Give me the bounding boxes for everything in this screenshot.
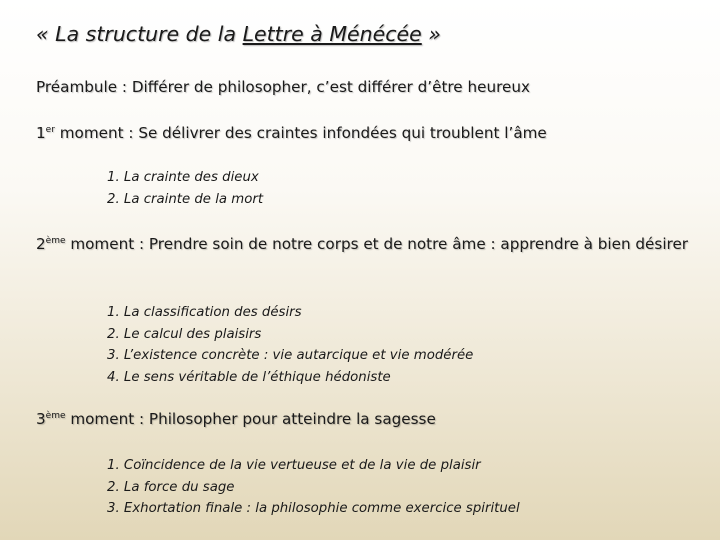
moment-3-number: 3 — [36, 410, 46, 428]
moment-3-ordinal: ème — [45, 411, 66, 421]
moment-2-ordinal: ème — [45, 236, 66, 246]
list-item: 1. La crainte des dieux — [107, 170, 259, 185]
list-item: 2. La force du sage — [107, 479, 235, 495]
list-item: 1. La classification des désirs — [107, 305, 302, 320]
moment-2-list — [107, 302, 473, 388]
preamble-heading: Préambule : Différer de philosopher, c’est différer d’être heureux — [36, 78, 530, 96]
list-item: 3. Exhortation finale : la philosophie comme exercice spirituel — [107, 501, 520, 516]
moment-1-ordinal: er — [45, 125, 55, 135]
moment-1-number: 1 — [36, 124, 46, 142]
list-item: 2. La crainte de la mort — [107, 191, 264, 207]
moment-3-list — [107, 455, 520, 520]
moment-1-text: moment : Se délivrer des craintes infondées qui troublent l’âme — [54, 124, 547, 142]
moment-3-heading — [36, 410, 436, 428]
slide-title — [36, 22, 441, 46]
list-item: 1. Coïncidence de la vie vertueuse et de la vie de plaisir — [107, 458, 481, 473]
list-item: 3. L’existence concrète : vie autarcique et vie modérée — [107, 348, 474, 363]
moment-2-number: 2 — [36, 235, 46, 253]
moment-2-heading — [36, 233, 696, 256]
list-item: 4. Le sens véritable de l’éthique hédoniste — [107, 369, 391, 385]
moment-2-text: moment : Prendre soin de notre corps et de notre âme : apprendre à bien désirer — [65, 235, 689, 253]
moment-1-heading — [36, 124, 547, 142]
list-item: 2. Le calcul des plaisirs — [107, 326, 262, 342]
moment-3-text: moment : Philosopher pour atteindre la sagesse — [65, 410, 436, 428]
moment-1-list — [107, 167, 263, 210]
title-open: « La structure de la — [36, 22, 243, 46]
title-emphasis: Lettre à Ménécée — [242, 22, 422, 46]
title-close: » — [421, 22, 441, 46]
